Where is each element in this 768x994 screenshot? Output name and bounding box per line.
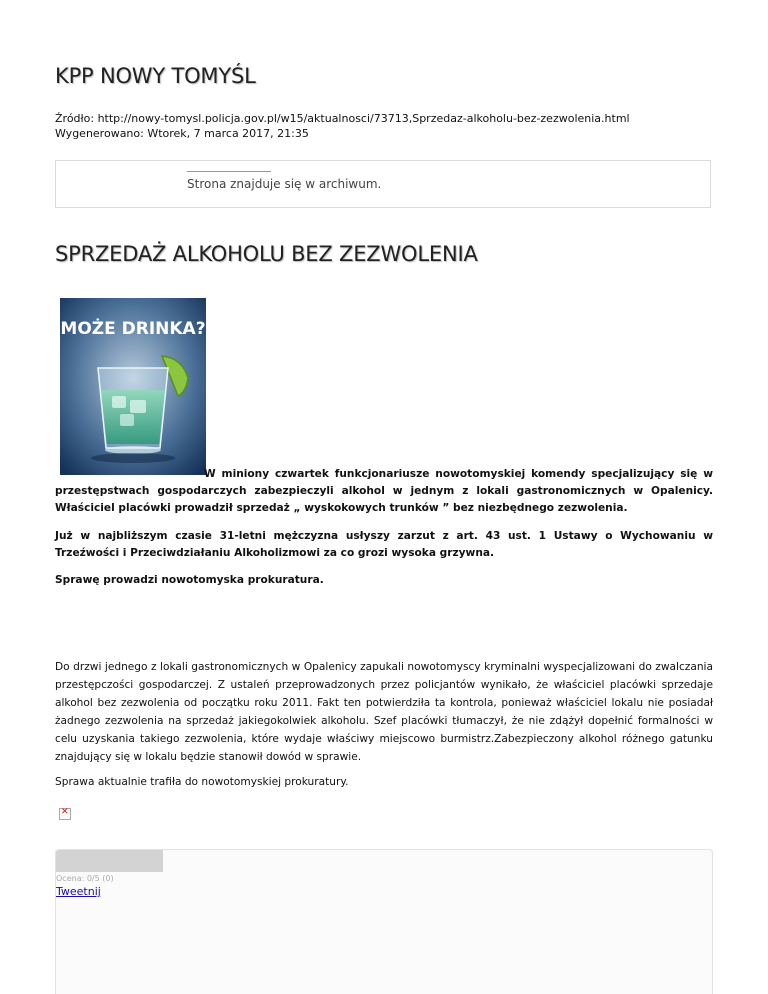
site-title: KPP NOWY TOMYŚL: [55, 64, 256, 88]
print-meta: [55, 111, 630, 141]
lead-paragraph-3: Sprawę prowadzi nowotomyska prokuratura.: [55, 574, 324, 586]
archive-notice-box: [55, 160, 711, 208]
article-image: [60, 298, 206, 475]
generated-date: Wygenerowano: Wtorek, 7 marca 2017, 21:35: [55, 127, 309, 140]
source-url: Źródło: http://nowy-tomysl.policja.gov.pl/w15/aktualnosci/73713,Sprzedaz-alkoholu-bez-zezwolenia.html: [55, 112, 630, 125]
archive-notice: Strona znajduje się w archiwum.: [187, 177, 382, 191]
tweet-link[interactable]: Tweetnij: [56, 885, 101, 898]
rating-stars-bar[interactable]: [56, 850, 163, 872]
lead-paragraph-1: [55, 466, 713, 517]
body-paragraph-2: Sprawa aktualnie trafiła do nowotomyskiej prokuratury.: [55, 776, 349, 788]
lead-text-1: W miniony czwartek funkcjonariusze nowotomyskiej komendy specjalizujący się w przestępstwach gospodarczych zabezpieczyli alkohol w jednym z lokali gastronomicznych w Opalenicy. Właściciel placówki prowadził sprzedaż „ wyskokowych trunków ” bez niezbędnego zezwolenia.: [55, 468, 713, 514]
broken-image-icon: [59, 808, 71, 820]
rating-text: Ocena: 0/5 (0): [56, 874, 114, 883]
archive-divider: [187, 171, 271, 172]
article-title: SPRZEDAŻ ALKOHOLU BEZ ZEZWOLENIA: [55, 242, 478, 266]
rating-box: [55, 849, 713, 994]
body-paragraph-1: Do drzwi jednego z lokali gastronomicznych w Opalenicy zapukali nowotomyscy kryminalni wyspecjalizowani do zwalczania przestępczości gospodarczej. Z ustaleń przeprowadzonych przez policjantów wynikało, że właściciel placówki sprzedaje alkohol bez zezwolenia od początku roku 2011. Fakt ten potwierdziła ta kontrola, ponieważ właściciel lokalu nie posiadał żadnego zezwolenia na sprzedaż jakiegokolwiek alkoholu. Szef placówki tłumaczył, że nie zdążył dopełnić formalności w celu uzyskania takiego zezwolenia, które wydaje właściwy miejscowo burmistrz.Zabezpieczony alkohol różnego gatunku znajdujący się w lokalu będzie stanowił dowód w sprawie.: [55, 661, 713, 763]
lead-paragraph-2: Już w najbliższym czasie 31-letni mężczyzna usłyszy zarzut z art. 43 ust. 1 Ustawy o Wychowaniu w Trzeźwości i Przeciwdziałaniu Alkoholizmowi za co grozi wysoka grzywna.: [55, 530, 713, 559]
image-caption: MOŻE DRINKA?: [60, 319, 206, 339]
